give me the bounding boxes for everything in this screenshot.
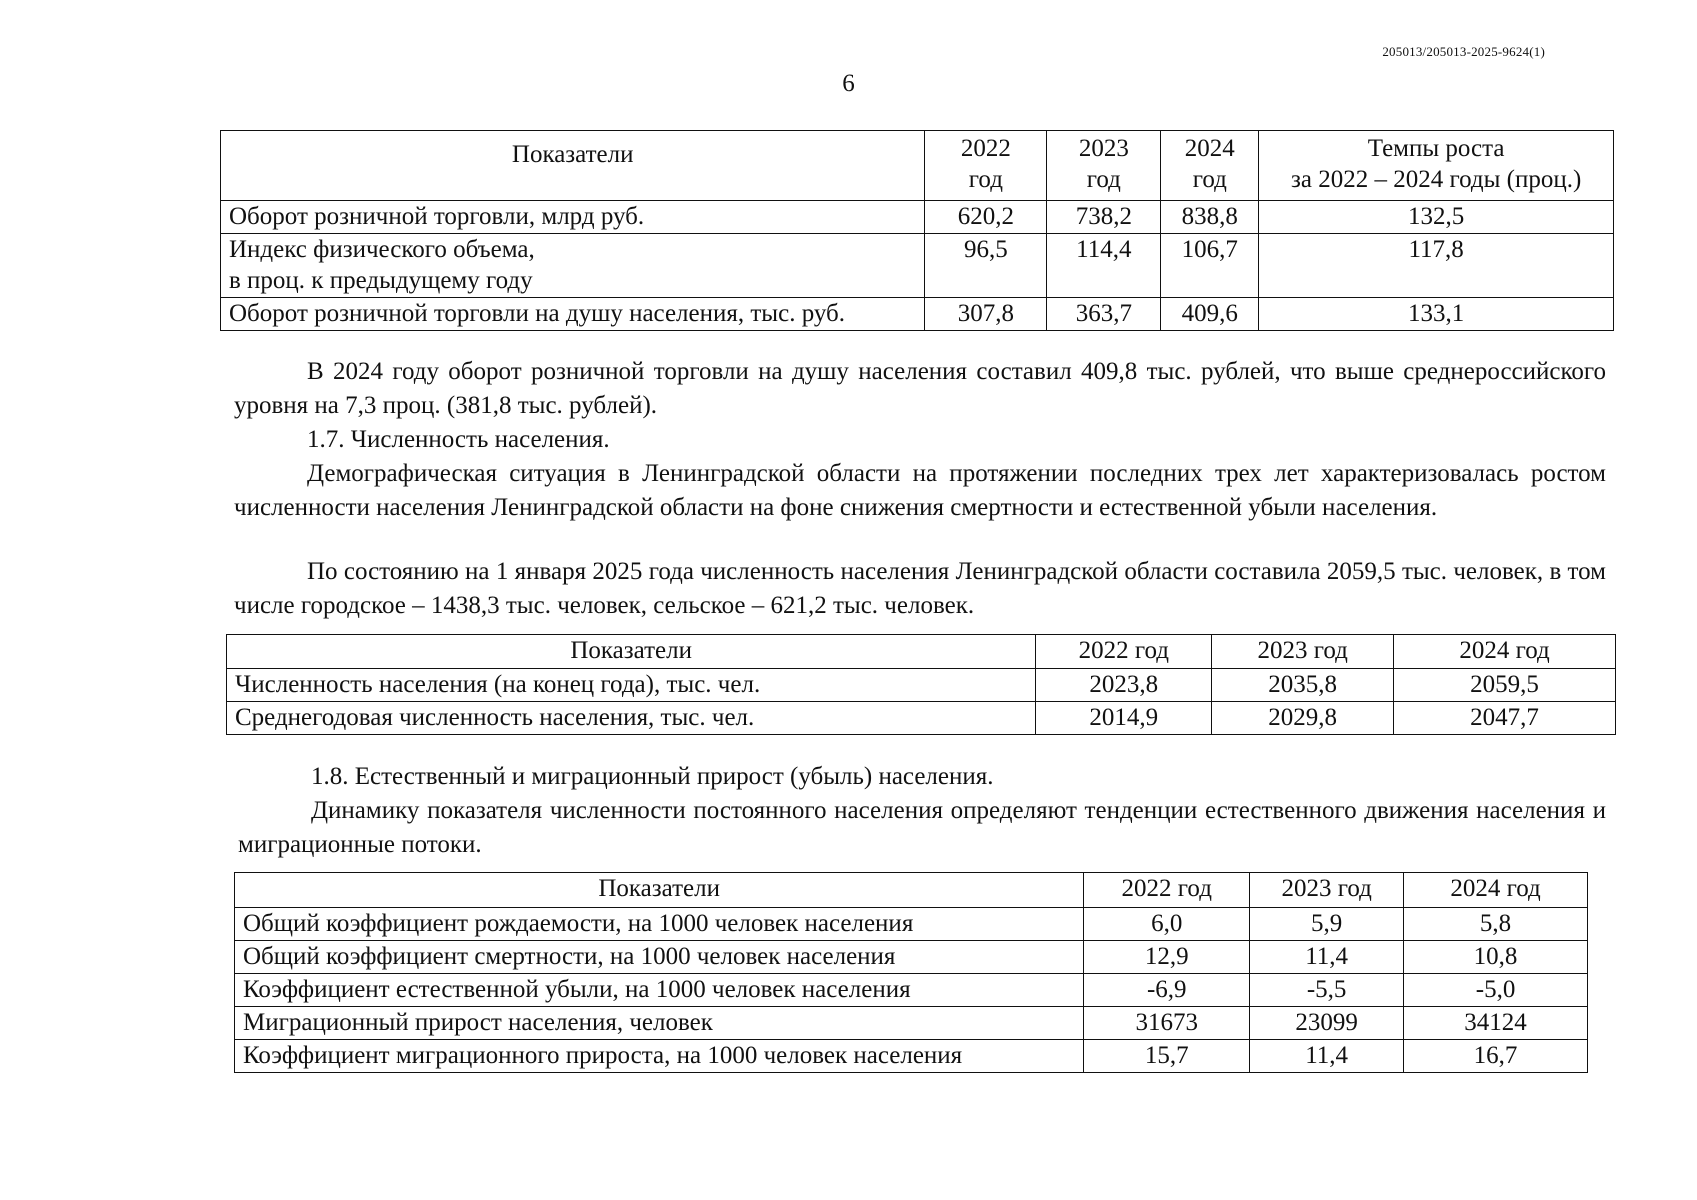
- table-row: [227, 702, 1616, 735]
- cell-2024: 106,7: [1161, 234, 1259, 298]
- cell-2023: 23099: [1250, 1007, 1404, 1040]
- cell-2023: -5,5: [1250, 974, 1404, 1007]
- cell-growth: 133,1: [1259, 298, 1614, 331]
- paragraph-population-2025: По состоянию на 1 января 2025 года численность населения Ленинградской области составила 2059,5 тыс. человек, в том числе городское – 1438,3 тыс. человек, сельское – 621,2 тыс. человек.: [234, 558, 1606, 619]
- header-2023: 2023 год: [1212, 635, 1394, 669]
- cell-2023: 11,4: [1250, 941, 1404, 974]
- table-row: [235, 908, 1588, 941]
- cell-growth: 117,8: [1259, 234, 1614, 298]
- cell-2022: 2023,8: [1036, 669, 1212, 702]
- cell-2023: 363,7: [1047, 298, 1161, 331]
- row-label: Общий коэффициент смертности, на 1000 человек населения: [235, 941, 1084, 974]
- table-row: [221, 234, 1614, 298]
- header-2022: 2022 год: [1084, 873, 1250, 908]
- cell-2024: -5,0: [1404, 974, 1588, 1007]
- header-growth: Темпы роста за 2022 – 2024 годы (проц.): [1259, 131, 1614, 201]
- cell-2022: 307,8: [925, 298, 1047, 331]
- cell-2023: 11,4: [1250, 1040, 1404, 1073]
- row-label: Оборот розничной торговли на душу населения, тыс. руб.: [221, 298, 925, 331]
- cell-2022: -6,9: [1084, 974, 1250, 1007]
- cell-2023: 2029,8: [1212, 702, 1394, 735]
- cell-2024: 409,6: [1161, 298, 1259, 331]
- natural-migration-table: [234, 872, 1588, 1073]
- cell-2024: 2047,7: [1394, 702, 1616, 735]
- section-heading-1-7: 1.7. Численность населения.: [307, 426, 610, 453]
- paragraph-dynamics: Динамику показателя численности постоянного населения определяют тенденции естественного движения населения и миграционные потоки.: [238, 797, 1606, 858]
- cell-2022: 2014,9: [1036, 702, 1212, 735]
- row-label: Среднегодовая численность населения, тыс. чел.: [227, 702, 1036, 735]
- cell-2024: 10,8: [1404, 941, 1588, 974]
- header-indicator: Показатели: [221, 131, 925, 201]
- cell-2024: 34124: [1404, 1007, 1588, 1040]
- population-table: [226, 634, 1616, 735]
- table-row: [235, 974, 1588, 1007]
- row-label: Оборот розничной торговли, млрд руб.: [221, 201, 925, 234]
- header-2022: 2022 год: [925, 131, 1047, 201]
- table-header-row: [235, 873, 1588, 908]
- section-heading-1-8: 1.8. Естественный и миграционный прирост (убыль) населения.: [311, 763, 994, 790]
- table-row: [227, 669, 1616, 702]
- retail-trade-table: [220, 130, 1614, 331]
- cell-2024: 838,8: [1161, 201, 1259, 234]
- table-row: [235, 1040, 1588, 1073]
- row-label: Численность населения (на конец года), тыс. чел.: [227, 669, 1036, 702]
- cell-2024: 2059,5: [1394, 669, 1616, 702]
- cell-2024: 16,7: [1404, 1040, 1588, 1073]
- cell-2023: 5,9: [1250, 908, 1404, 941]
- header-indicator: Показатели: [235, 873, 1084, 908]
- row-label: Индекс физического объема, в проц. к предыдущему году: [221, 234, 925, 298]
- page-number: 6: [842, 70, 855, 97]
- cell-2022: 31673: [1084, 1007, 1250, 1040]
- paragraph-retail-per-capita: В 2024 году оборот розничной торговли на душу населения составил 409,8 тыс. рублей, что выше среднероссийского уровня на 7,3 проц. (381,8 тыс. рублей).: [234, 358, 1606, 419]
- cell-2023: 114,4: [1047, 234, 1161, 298]
- header-2023: 2023 год: [1047, 131, 1161, 201]
- cell-growth: 132,5: [1259, 201, 1614, 234]
- cell-2022: 96,5: [925, 234, 1047, 298]
- row-label: Коэффициент естественной убыли, на 1000 человек населения: [235, 974, 1084, 1007]
- table-row: [221, 201, 1614, 234]
- table-row: [235, 941, 1588, 974]
- cell-2022: 15,7: [1084, 1040, 1250, 1073]
- cell-2024: 5,8: [1404, 908, 1588, 941]
- cell-2023: 738,2: [1047, 201, 1161, 234]
- table-row: [221, 298, 1614, 331]
- table-header-row: [227, 635, 1616, 669]
- header-2024: 2024 год: [1161, 131, 1259, 201]
- cell-2022: 12,9: [1084, 941, 1250, 974]
- cell-2023: 2035,8: [1212, 669, 1394, 702]
- header-indicator: Показатели: [227, 635, 1036, 669]
- table-header-row: [221, 131, 1614, 201]
- header-2024: 2024 год: [1404, 873, 1588, 908]
- document-id: 205013/205013-2025-9624(1): [1382, 44, 1545, 59]
- cell-2022: 6,0: [1084, 908, 1250, 941]
- cell-2022: 620,2: [925, 201, 1047, 234]
- row-label: Общий коэффициент рождаемости, на 1000 человек населения: [235, 908, 1084, 941]
- header-2023: 2023 год: [1250, 873, 1404, 908]
- header-2024: 2024 год: [1394, 635, 1616, 669]
- header-2022: 2022 год: [1036, 635, 1212, 669]
- row-label: Миграционный прирост населения, человек: [235, 1007, 1084, 1040]
- paragraph-demography: Демографическая ситуация в Ленинградской области на протяжении последних трех лет характеризовалась ростом численности населения Ленинградской области на фоне снижения смертности и естественной убыли населения.: [234, 460, 1606, 521]
- row-label: Коэффициент миграционного прироста, на 1000 человек населения: [235, 1040, 1084, 1073]
- table-row: [235, 1007, 1588, 1040]
